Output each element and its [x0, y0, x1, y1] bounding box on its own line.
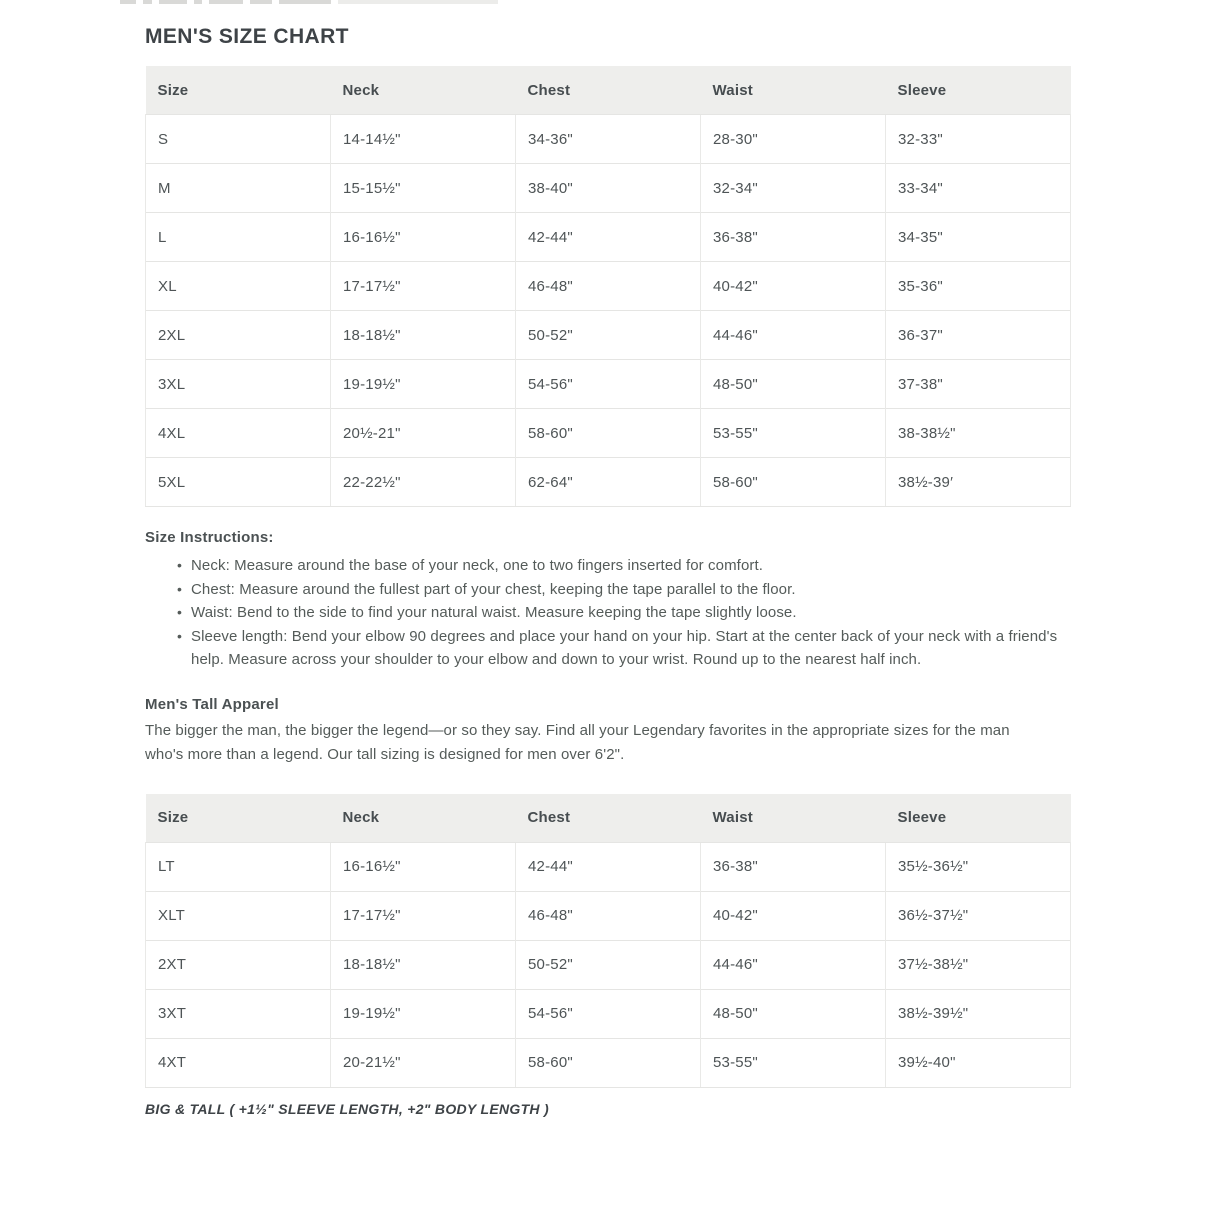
cell-neck: 16-16½" [331, 213, 516, 262]
table-row [146, 115, 1071, 164]
size-chart-page [145, 0, 1070, 1117]
cell-size: 2XL [146, 311, 331, 360]
cell-neck: 22-22½" [331, 458, 516, 507]
cell-sleeve: 35½-36½" [886, 842, 1071, 891]
cell-chest: 58-60" [516, 409, 701, 458]
cell-waist: 58-60" [701, 458, 886, 507]
cell-waist: 32-34" [701, 164, 886, 213]
table-row [146, 1038, 1071, 1087]
cell-neck: 17-17½" [331, 262, 516, 311]
cell-chest: 34-36" [516, 115, 701, 164]
cell-waist: 48-50" [701, 360, 886, 409]
cell-neck: 20-21½" [331, 1038, 516, 1087]
cell-sleeve: 34-35" [886, 213, 1071, 262]
cell-neck: 18-18½" [331, 940, 516, 989]
cell-chest: 42-44" [516, 842, 701, 891]
table-row [146, 989, 1071, 1038]
cell-sleeve: 38-38½" [886, 409, 1071, 458]
mens-size-table [145, 66, 1071, 507]
instruction-item [177, 554, 1070, 578]
instruction-item [177, 625, 1070, 672]
cell-neck: 16-16½" [331, 842, 516, 891]
table-row [146, 891, 1071, 940]
cell-neck: 19-19½" [331, 360, 516, 409]
cell-chest: 54-56" [516, 360, 701, 409]
size-instructions-list [145, 554, 1070, 672]
column-header-chest: Chest [516, 794, 701, 843]
cell-neck: 20½-21" [331, 409, 516, 458]
cell-size: 4XL [146, 409, 331, 458]
cell-chest: 62-64" [516, 458, 701, 507]
cell-waist: 28-30" [701, 115, 886, 164]
cell-chest: 54-56" [516, 989, 701, 1038]
column-header-neck: Neck [331, 66, 516, 115]
cell-sleeve: 38½-39′ [886, 458, 1071, 507]
column-header-waist: Waist [701, 66, 886, 115]
cell-chest: 50-52" [516, 311, 701, 360]
instruction-text: Waist: Bend to the side to find your natural waist. Measure keeping the tape slightly loose. [191, 604, 797, 621]
cell-size: 3XL [146, 360, 331, 409]
cell-sleeve: 37½-38½" [886, 940, 1071, 989]
cell-waist: 44-46" [701, 311, 886, 360]
cell-size: 3XT [146, 989, 331, 1038]
cell-sleeve: 35-36" [886, 262, 1071, 311]
cell-waist: 53-55" [701, 409, 886, 458]
size-instructions-heading: Size Instructions: [145, 529, 274, 546]
cell-chest: 38-40" [516, 164, 701, 213]
cell-size: LT [146, 842, 331, 891]
cell-size: XL [146, 262, 331, 311]
table-row [146, 458, 1071, 507]
table-row [146, 360, 1071, 409]
cell-chest: 58-60" [516, 1038, 701, 1087]
table-row [146, 409, 1071, 458]
cell-waist: 48-50" [701, 989, 886, 1038]
cell-size: 4XT [146, 1038, 331, 1087]
cell-waist: 36-38" [701, 842, 886, 891]
table-row [146, 311, 1071, 360]
page-title: MEN'S SIZE CHART [145, 25, 349, 48]
cell-sleeve: 39½-40" [886, 1038, 1071, 1087]
tall-apparel-paragraph: The bigger the man, the bigger the legend—or so they say. Find all your Legendary favorites in the appropriate sizes for the man who's more than a legend. Our tall sizing is designed for men over 6'2". [145, 721, 1010, 763]
column-header-sleeve: Sleeve [886, 66, 1071, 115]
column-header-sleeve: Sleeve [886, 794, 1071, 843]
cell-sleeve: 37-38" [886, 360, 1071, 409]
cell-size: S [146, 115, 331, 164]
cell-waist: 40-42" [701, 891, 886, 940]
table-row [146, 262, 1071, 311]
table-header-row [146, 66, 1071, 115]
bullet-icon: • [177, 580, 183, 597]
instruction-item [177, 578, 1070, 602]
instruction-item [177, 601, 1070, 625]
table-header-row [146, 794, 1071, 843]
table-row [146, 164, 1071, 213]
cell-size: L [146, 213, 331, 262]
cell-chest: 50-52" [516, 940, 701, 989]
cell-waist: 40-42" [701, 262, 886, 311]
cell-sleeve: 33-34" [886, 164, 1071, 213]
bullet-icon: • [177, 557, 183, 573]
table-row [146, 842, 1071, 891]
cell-waist: 44-46" [701, 940, 886, 989]
tall-apparel-heading: Men's Tall Apparel [145, 695, 279, 713]
cell-size: M [146, 164, 331, 213]
cell-chest: 46-48" [516, 262, 701, 311]
cell-neck: 17-17½" [331, 891, 516, 940]
cell-sleeve: 38½-39½" [886, 989, 1071, 1038]
cell-neck: 19-19½" [331, 989, 516, 1038]
cell-chest: 46-48" [516, 891, 701, 940]
cell-size: 5XL [146, 458, 331, 507]
column-header-waist: Waist [701, 794, 886, 843]
cell-sleeve: 36½-37½" [886, 891, 1071, 940]
big-and-tall-note: BIG & TALL ( +1½" SLEEVE LENGTH, +2" BODY LENGTH ) [145, 1100, 549, 1117]
column-header-size: Size [146, 66, 331, 115]
column-header-size: Size [146, 794, 331, 843]
bullet-icon: • [177, 604, 183, 620]
column-header-chest: Chest [516, 66, 701, 115]
instruction-text: Sleeve length: Bend your elbow 90 degrees and place your hand on your hip. Start at the center back of your neck with a friend's help. Measure across your shoulder to your elbow and down to your wrist. Round up to the nearest half inch. [191, 627, 1058, 668]
cell-neck: 15-15½" [331, 164, 516, 213]
cell-sleeve: 36-37" [886, 311, 1071, 360]
cell-neck: 18-18½" [331, 311, 516, 360]
bullet-icon: • [177, 627, 183, 644]
cell-chest: 42-44" [516, 213, 701, 262]
cell-sleeve: 32-33" [886, 115, 1071, 164]
instruction-text: Neck: Measure around the base of your neck, one to two fingers inserted for comfort. [191, 557, 764, 574]
cell-size: XLT [146, 891, 331, 940]
mens-tall-size-table [145, 794, 1071, 1088]
cell-size: 2XT [146, 940, 331, 989]
table-row [146, 940, 1071, 989]
instruction-text: Chest: Measure around the fullest part of your chest, keeping the tape parallel to the floor. [191, 580, 796, 598]
cell-neck: 14-14½" [331, 115, 516, 164]
cell-waist: 53-55" [701, 1038, 886, 1087]
cell-waist: 36-38" [701, 213, 886, 262]
table-row [146, 213, 1071, 262]
column-header-neck: Neck [331, 794, 516, 843]
